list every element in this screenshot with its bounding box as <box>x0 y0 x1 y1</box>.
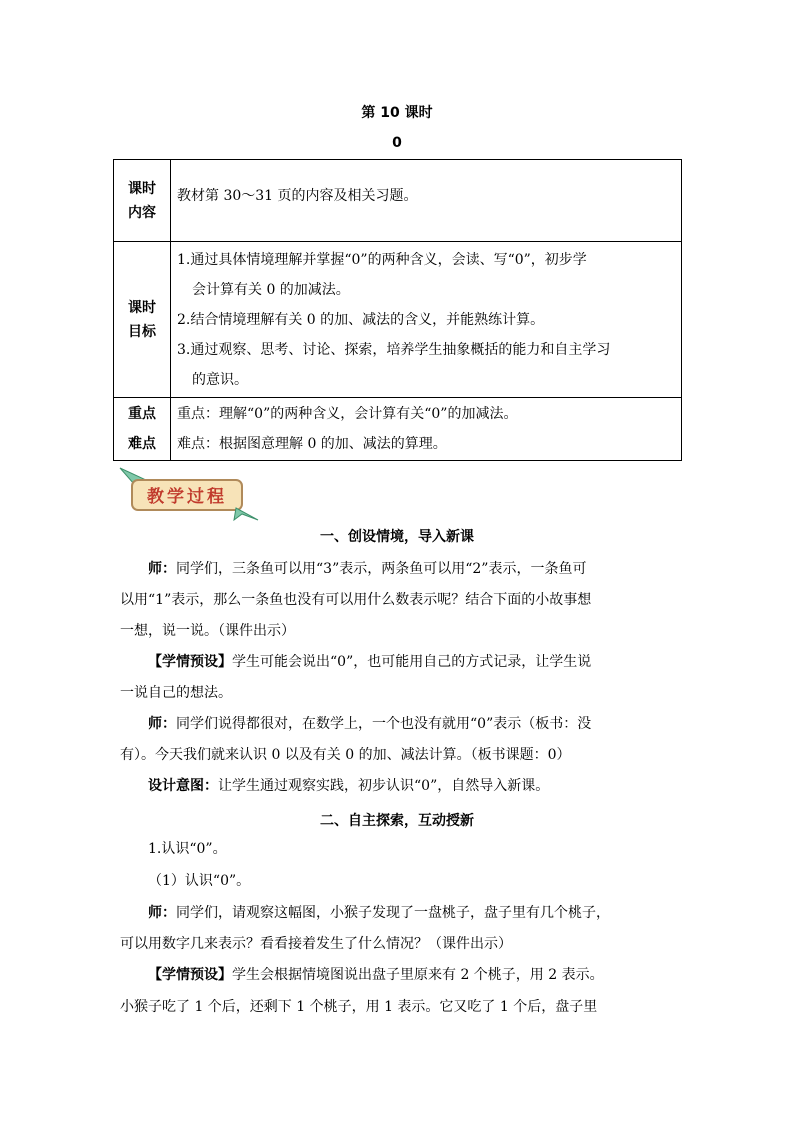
lesson-info-table <box>113 159 682 461</box>
row-label <box>114 160 171 242</box>
speaker-label: 师： <box>148 905 176 921</box>
speaker-label: 师： <box>148 716 176 732</box>
page-subtitle: 0 <box>392 135 402 151</box>
paragraph-line: 有）。今天我们就来认识 0 以及有关 0 的加、减法计算。（板书课题：0） <box>120 747 571 763</box>
paper-plane-icon <box>234 508 258 520</box>
content-line: 难点：根据图意理解 0 的加、减法的算理。 <box>177 436 447 452</box>
paragraph-text: 同学们，请观察这幅图，小猴子发现了一盘桃子，盘子里有几个桃子， <box>176 905 610 921</box>
label-line: 目标 <box>128 323 156 340</box>
row-content <box>171 398 682 461</box>
paragraph-line: 以用“1”表示，那么一条鱼也没有可以用什么数表示呢？结合下面的小故事想 <box>120 592 592 608</box>
table-row <box>114 242 682 398</box>
list-item: （1）认识“0”。 <box>148 873 251 889</box>
paragraph-text: 学生会根据情境图说出盘子里原来有 2 个桃子，用 2 表示。 <box>232 967 604 983</box>
content-line: 的意识。 <box>192 371 248 388</box>
paragraph-line <box>120 709 676 740</box>
section-title: 二、自主探索，互动授新 <box>320 813 474 829</box>
paragraph-text: 同学们，三条鱼可以用“3”表示，两条鱼可以用“2”表示，一条鱼可 <box>176 561 587 577</box>
table-row <box>114 160 682 242</box>
content-line: 会计算有关 0 的加减法。 <box>192 281 350 298</box>
label-line: 课时 <box>128 180 156 197</box>
teaching-process-badge <box>118 466 260 522</box>
page-title: 第 10 课时 <box>361 105 433 121</box>
content-line: 3.通过观察、思考、讨论、探索，培养学生抽象概括的能力和自主学习 <box>177 341 611 358</box>
list-item: 1.认识“0”。 <box>148 841 227 857</box>
paragraph-line <box>120 647 676 678</box>
paragraph-line <box>120 834 676 865</box>
paragraph-line <box>120 960 676 991</box>
paragraph-line: 一想，说一说。（课件出示） <box>120 623 295 639</box>
label-line: 重点 <box>128 406 156 422</box>
paragraph-line: 一说自己的想法。 <box>120 685 232 701</box>
table-row <box>114 398 682 461</box>
preset-label: 【学情预设】 <box>148 967 232 983</box>
paragraph-text: 学生可能会说出“0”，也可能用自己的方式记录，让学生说 <box>232 654 592 670</box>
section-title: 一、创设情境，导入新课 <box>320 529 474 545</box>
content-line: 1.通过具体情境理解并掌握“0”的两种含义，会读、写“0”，初步学 <box>177 251 587 268</box>
row-label <box>114 398 171 461</box>
row-content <box>171 242 682 398</box>
label-line: 难点 <box>128 436 156 452</box>
row-content <box>171 160 682 242</box>
paragraph-text: 让学生通过观察实践，初步认识“0”，自然导入新课。 <box>218 778 550 794</box>
preset-label: 【学情预设】 <box>148 654 232 670</box>
label-line: 课时 <box>128 299 156 316</box>
paragraph-line <box>120 898 676 929</box>
content-line: 2.结合情境理解有关 0 的加、减法的含义，并能熟练计算。 <box>177 311 545 328</box>
paragraph-line <box>120 554 676 585</box>
label-line: 内容 <box>128 204 156 221</box>
paragraph-line <box>120 771 676 802</box>
content-line: 教材第 30～31 页的内容及相关习题。 <box>177 187 418 204</box>
speaker-label: 师： <box>148 561 176 577</box>
content-line: 重点：理解“0”的两种含义，会计算有关“0”的加减法。 <box>177 406 518 422</box>
paragraph-line: 小猴子吃了 1 个后，还剩下 1 个桃子，用 1 表示。它又吃了 1 个后，盘子里 <box>120 999 598 1015</box>
paragraph-line: 可以用数字几来表示？看看接着发生了什么情况？（课件出示） <box>120 936 512 952</box>
badge-label: 教学过程 <box>147 487 227 507</box>
design-intent-label: 设计意图： <box>148 778 218 794</box>
row-label <box>114 242 171 398</box>
paragraph-text: 同学们说得都很对，在数学上，一个也没有就用“0”表示（板书：没 <box>176 716 592 732</box>
paragraph-line <box>120 866 676 897</box>
